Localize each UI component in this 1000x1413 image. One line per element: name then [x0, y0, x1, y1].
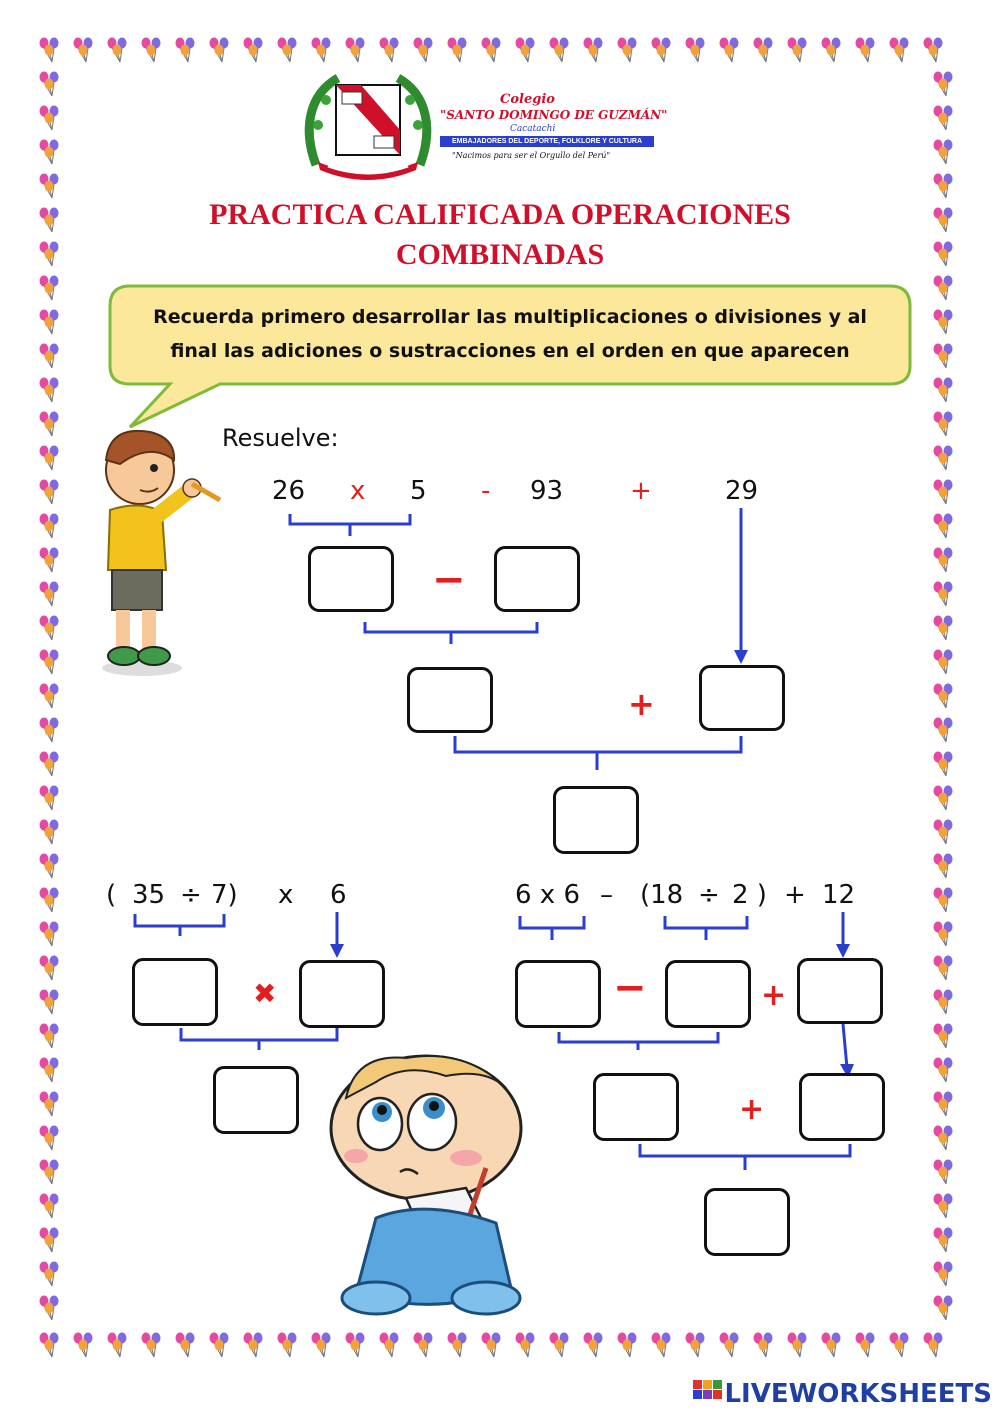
liveworksheets-logo-icon	[693, 1380, 723, 1408]
ex1-answer-box-difference[interactable]	[407, 667, 493, 733]
school-motto: "Nacimos para ser el Orgullo del Perú"	[452, 151, 611, 160]
ex3-num-18: (18	[640, 880, 684, 910]
ex2-step-multiply-icon: ✖	[253, 977, 277, 1010]
ex3-step-minus-icon: −	[613, 965, 647, 1011]
ex1-answer-box-93[interactable]	[494, 546, 580, 612]
ex1-step-plus-icon: +	[628, 685, 655, 723]
instruction-line2: final las adiciones o sustracciones en el orden en que aparecen	[170, 340, 850, 362]
page-title-line2: COMBINADAS	[395, 238, 605, 271]
ex2-answer-box-result[interactable]	[213, 1066, 299, 1134]
ex1-answer-box-29[interactable]	[699, 665, 785, 731]
ex1-op-multiply: x	[350, 476, 366, 506]
school-name: "SANTO DOMINGO DE GUZMÁN"	[440, 108, 668, 122]
instruction-line1: Recuerda primero desarrollar las multiplicaciones o divisiones y al	[153, 306, 867, 328]
ex1-num-26: 26	[272, 476, 306, 506]
ex3-answer-box-12[interactable]	[797, 958, 883, 1024]
ex3-answer-box-12-carried[interactable]	[799, 1073, 885, 1141]
thinking-kid-illustration	[316, 1048, 566, 1324]
school-location: Cacatachi	[510, 124, 556, 134]
ex2-op-divide: ÷	[180, 880, 202, 910]
ex1-num-93: 93	[530, 476, 564, 506]
ex3-answer-box-quotient[interactable]	[665, 960, 751, 1028]
page-title-line1: PRACTICA CALIFICADA OPERACIONES	[209, 198, 791, 231]
ex1-step-minus-icon: −	[432, 557, 466, 603]
ex2-num-35: 35	[132, 880, 166, 910]
ex1-op-minus: -	[481, 476, 491, 506]
ex3-op-divide: ÷	[698, 880, 720, 910]
ex3-term-6x6: 6 x 6	[515, 880, 580, 910]
watermark-text: LIVEWORKSHEETS	[724, 1379, 992, 1409]
ex3-num-2: 2 )	[732, 880, 767, 910]
college-label: Colegio	[500, 92, 555, 107]
ex3-answer-box-result[interactable]	[704, 1188, 790, 1256]
ex1-num-29: 29	[725, 476, 759, 506]
ex1-answer-box-product[interactable]	[308, 546, 394, 612]
ex2-op-multiply: x	[278, 880, 294, 910]
ex3-answer-box-difference[interactable]	[593, 1073, 679, 1141]
ex1-op-plus: +	[630, 476, 652, 506]
ex2-answer-box-6[interactable]	[299, 960, 385, 1028]
ex3-step-plus-icon: +	[761, 978, 787, 1013]
ex3-num-12: 12	[822, 880, 856, 910]
ex2-answer-box-quotient[interactable]	[132, 958, 218, 1026]
ambassadors-banner: EMBAJADORES DEL DEPORTE, FOLKLORE Y CULTURA	[440, 136, 654, 147]
ex3-answer-box-product[interactable]	[515, 960, 601, 1028]
ex3-step-plus2-icon: +	[739, 1092, 765, 1127]
ex1-num-5: 5	[410, 476, 427, 506]
ex2-num-7: 7)	[211, 880, 238, 910]
ex3-op-minus: –	[600, 880, 613, 910]
ex3-op-plus: +	[784, 880, 806, 910]
ex2-open-paren: (	[106, 880, 117, 910]
ex2-num-6: 6	[330, 880, 347, 910]
ex1-answer-box-result[interactable]	[553, 786, 639, 854]
resuelve-label: Resuelve:	[222, 424, 339, 452]
